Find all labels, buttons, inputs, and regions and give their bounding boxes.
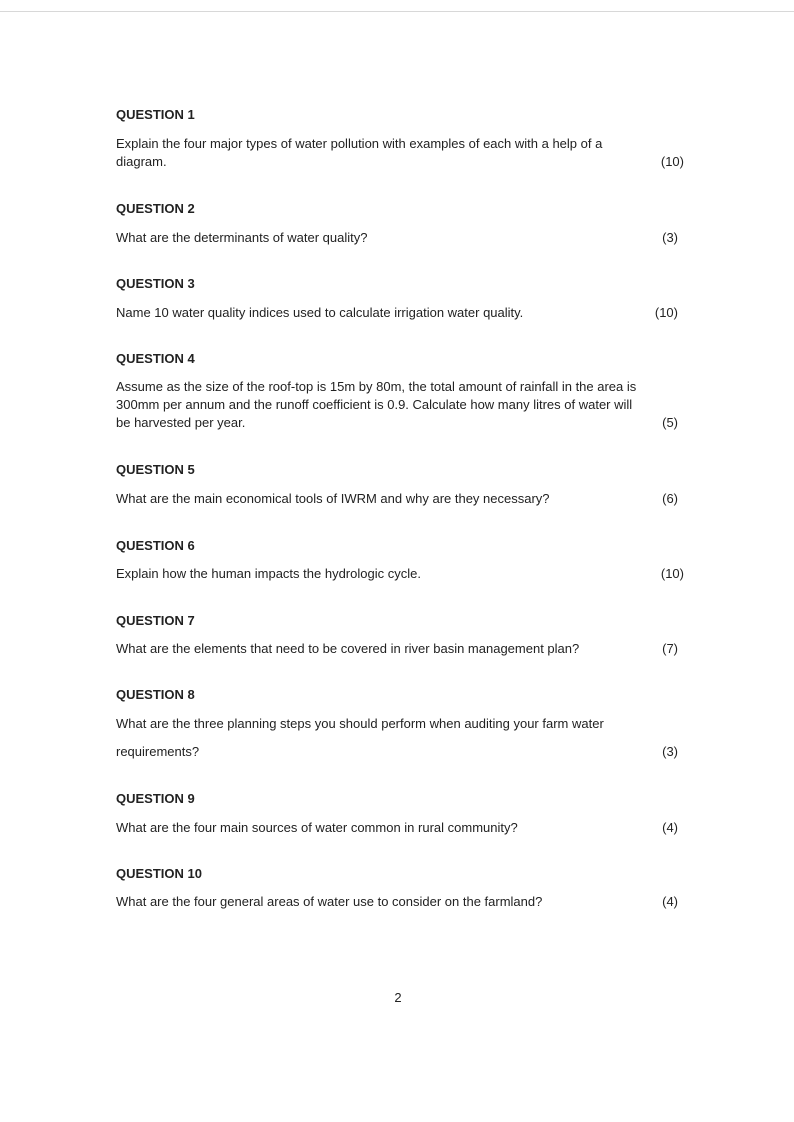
question-4-heading: QUESTION 4 <box>116 351 195 366</box>
question-5-text: What are the main economical tools of IWRM and why are they necessary? <box>116 491 550 506</box>
question-7-marks: (7) <box>662 641 678 656</box>
question-4-text: be harvested per year. <box>116 415 246 430</box>
question-4-marks: (5) <box>662 415 678 430</box>
question-8-text: What are the three planning steps you should perform when auditing your farm water <box>116 716 604 731</box>
question-1-text: Explain the four major types of water pollution with examples of each with a help of a <box>116 136 603 151</box>
question-2-text: What are the determinants of water quality? <box>116 230 368 245</box>
question-2-marks: (3) <box>662 230 678 245</box>
question-8-marks: (3) <box>662 744 678 759</box>
question-6-text: Explain how the human impacts the hydrologic cycle. <box>116 566 421 581</box>
question-7-text: What are the elements that need to be covered in river basin management plan? <box>116 641 580 656</box>
question-10-text: What are the four general areas of water use to consider on the farmland? <box>116 894 543 909</box>
question-8-text: requirements? <box>116 744 200 759</box>
question-8-heading: QUESTION 8 <box>116 687 195 702</box>
question-10-heading: QUESTION 10 <box>116 866 202 881</box>
question-10-marks: (4) <box>662 894 678 909</box>
question-9-heading: QUESTION 9 <box>116 791 195 806</box>
question-1-text: diagram. <box>116 154 167 169</box>
question-9-text: What are the four main sources of water common in rural community? <box>116 820 518 835</box>
question-1-marks: (10) <box>660 154 684 169</box>
question-1-heading: QUESTION 1 <box>116 107 195 122</box>
question-4-text: 300mm per annum and the runoff coefficient is 0.9. Calculate how many litres of water will <box>116 397 633 412</box>
page-top-rule <box>0 11 794 12</box>
question-3-heading: QUESTION 3 <box>116 276 195 291</box>
question-7-heading: QUESTION 7 <box>116 613 195 628</box>
question-2-heading: QUESTION 2 <box>116 201 195 216</box>
question-5-marks: (6) <box>662 491 678 506</box>
question-3-marks: (10) <box>654 305 678 320</box>
question-5-heading: QUESTION 5 <box>116 462 195 477</box>
page-number: 2 <box>394 990 402 1005</box>
question-4-text: Assume as the size of the roof-top is 15m by 80m, the total amount of rainfall in the area is <box>116 379 637 394</box>
question-6-marks: (10) <box>660 566 684 581</box>
question-9-marks: (4) <box>662 820 678 835</box>
question-6-heading: QUESTION 6 <box>116 538 195 553</box>
question-3-text: Name 10 water quality indices used to calculate irrigation water quality. <box>116 305 524 320</box>
